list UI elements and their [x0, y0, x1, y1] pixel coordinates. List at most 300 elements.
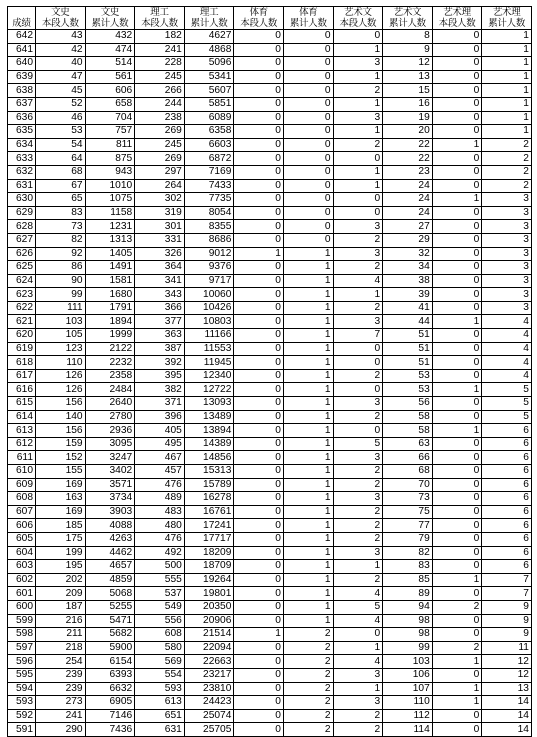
count-cell: 11166 — [184, 329, 234, 343]
header-sub-label: 累计人数 — [389, 18, 426, 29]
count-cell: 269 — [135, 125, 185, 139]
count-cell: 123 — [36, 342, 86, 356]
count-cell: 363 — [135, 329, 185, 343]
count-cell: 15313 — [184, 465, 234, 479]
count-cell: 2 — [283, 682, 333, 696]
table-row — [8, 451, 532, 465]
count-cell: 12 — [482, 655, 532, 669]
header-sub-label: 累计人数 — [488, 18, 526, 29]
table-row — [8, 424, 532, 438]
count-cell: 3903 — [85, 505, 135, 519]
score-cell: 641 — [8, 43, 36, 57]
count-cell: 9012 — [184, 247, 234, 261]
count-cell: 0 — [234, 165, 284, 179]
count-cell: 377 — [135, 315, 185, 329]
count-cell: 8054 — [184, 206, 234, 220]
header-col-3 — [135, 7, 185, 30]
score-cell: 627 — [8, 233, 36, 247]
score-cell: 611 — [8, 451, 36, 465]
count-cell: 7735 — [184, 193, 234, 207]
count-cell: 44 — [383, 315, 433, 329]
count-cell: 0 — [283, 57, 333, 71]
count-cell: 0 — [234, 437, 284, 451]
count-cell: 83 — [383, 560, 433, 574]
score-cell: 634 — [8, 138, 36, 152]
count-cell: 19801 — [184, 587, 234, 601]
count-cell: 396 — [135, 410, 185, 424]
count-cell: 0 — [234, 410, 284, 424]
count-cell: 73 — [36, 220, 86, 234]
count-cell: 18209 — [184, 546, 234, 560]
count-cell: 1158 — [85, 206, 135, 220]
count-cell: 476 — [135, 532, 185, 546]
count-cell: 7 — [333, 329, 383, 343]
count-cell: 6358 — [184, 125, 234, 139]
count-cell: 23810 — [184, 682, 234, 696]
count-cell: 1 — [482, 43, 532, 57]
score-cell: 628 — [8, 220, 36, 234]
count-cell: 1 — [482, 84, 532, 98]
count-cell: 3 — [333, 111, 383, 125]
header-col-7 — [333, 7, 383, 30]
count-cell: 1 — [283, 600, 333, 614]
count-cell: 371 — [135, 397, 185, 411]
count-cell: 1 — [482, 111, 532, 125]
table-row — [8, 111, 532, 125]
count-cell: 6 — [482, 437, 532, 451]
count-cell: 15 — [383, 84, 433, 98]
count-cell: 24 — [383, 206, 433, 220]
count-cell: 68 — [383, 465, 433, 479]
count-cell: 56 — [383, 397, 433, 411]
count-cell: 83 — [36, 206, 86, 220]
count-cell: 0 — [432, 492, 482, 506]
count-cell: 8355 — [184, 220, 234, 234]
count-cell: 2 — [333, 369, 383, 383]
count-cell: 432 — [85, 30, 135, 44]
count-cell: 13 — [383, 70, 433, 84]
count-cell: 14 — [482, 723, 532, 737]
table-row — [8, 43, 532, 57]
count-cell: 483 — [135, 505, 185, 519]
count-cell: 631 — [135, 723, 185, 737]
count-cell: 1 — [482, 70, 532, 84]
count-cell: 4263 — [85, 532, 135, 546]
count-cell: 3 — [482, 247, 532, 261]
score-cell: 620 — [8, 329, 36, 343]
count-cell: 3 — [333, 247, 383, 261]
count-cell: 182 — [135, 30, 185, 44]
count-cell: 25074 — [184, 709, 234, 723]
count-cell: 301 — [135, 220, 185, 234]
table-row — [8, 125, 532, 139]
count-cell: 1680 — [85, 288, 135, 302]
count-cell: 1 — [234, 247, 284, 261]
count-cell: 0 — [234, 465, 284, 479]
score-cell: 605 — [8, 532, 36, 546]
count-cell: 467 — [135, 451, 185, 465]
header-sub-label: 累计人数 — [289, 18, 327, 29]
count-cell: 0 — [234, 560, 284, 574]
count-cell: 75 — [383, 505, 433, 519]
count-cell: 593 — [135, 682, 185, 696]
count-cell: 875 — [85, 152, 135, 166]
count-cell: 239 — [36, 682, 86, 696]
count-cell: 8686 — [184, 233, 234, 247]
count-cell: 613 — [135, 696, 185, 710]
count-cell: 4657 — [85, 560, 135, 574]
count-cell: 0 — [234, 655, 284, 669]
count-cell: 4088 — [85, 519, 135, 533]
count-cell: 0 — [234, 600, 284, 614]
count-cell: 77 — [383, 519, 433, 533]
count-cell: 3 — [482, 220, 532, 234]
count-cell: 0 — [283, 70, 333, 84]
header-col-10 — [482, 7, 532, 30]
count-cell: 1 — [283, 342, 333, 356]
count-cell: 107 — [383, 682, 433, 696]
count-cell: 0 — [234, 70, 284, 84]
score-cell: 632 — [8, 165, 36, 179]
table-row — [8, 573, 532, 587]
count-cell: 7433 — [184, 179, 234, 193]
count-cell: 302 — [135, 193, 185, 207]
table-row — [8, 519, 532, 533]
count-cell: 0 — [333, 356, 383, 370]
count-cell: 51 — [383, 329, 433, 343]
count-cell: 1 — [482, 125, 532, 139]
count-cell: 1 — [283, 532, 333, 546]
count-cell: 13 — [482, 682, 532, 696]
count-cell: 1 — [432, 573, 482, 587]
count-cell: 2 — [482, 138, 532, 152]
header-group-label: 体育 — [249, 7, 268, 18]
score-cell: 601 — [8, 587, 36, 601]
count-cell: 1010 — [85, 179, 135, 193]
score-cell: 607 — [8, 505, 36, 519]
count-cell: 8 — [383, 30, 433, 44]
score-cell: 598 — [8, 628, 36, 642]
count-cell: 0 — [234, 288, 284, 302]
count-cell: 0 — [333, 424, 383, 438]
score-distribution-table-container — [7, 6, 531, 737]
count-cell: 92 — [36, 247, 86, 261]
count-cell: 266 — [135, 84, 185, 98]
count-cell: 18709 — [184, 560, 234, 574]
count-cell: 14856 — [184, 451, 234, 465]
count-cell: 2 — [432, 641, 482, 655]
count-cell: 9 — [482, 614, 532, 628]
count-cell: 0 — [283, 97, 333, 111]
count-cell: 245 — [135, 70, 185, 84]
count-cell: 0 — [283, 30, 333, 44]
count-cell: 1894 — [85, 315, 135, 329]
count-cell: 2 — [482, 152, 532, 166]
count-cell: 6 — [482, 546, 532, 560]
count-cell: 2122 — [85, 342, 135, 356]
count-cell: 2 — [333, 709, 383, 723]
count-cell: 3 — [333, 696, 383, 710]
count-cell: 704 — [85, 111, 135, 125]
count-cell: 0 — [283, 179, 333, 193]
count-cell: 0 — [432, 179, 482, 193]
count-cell: 392 — [135, 356, 185, 370]
count-cell: 2 — [432, 600, 482, 614]
count-cell: 0 — [234, 587, 284, 601]
count-cell: 0 — [333, 152, 383, 166]
count-cell: 0 — [283, 152, 333, 166]
count-cell: 1 — [283, 492, 333, 506]
count-cell: 2780 — [85, 410, 135, 424]
count-cell: 10803 — [184, 315, 234, 329]
count-cell: 331 — [135, 233, 185, 247]
count-cell: 66 — [383, 451, 433, 465]
count-cell: 0 — [432, 723, 482, 737]
count-cell: 99 — [383, 641, 433, 655]
header-sub-label: 成绩 — [12, 18, 31, 29]
count-cell: 0 — [333, 342, 383, 356]
count-cell: 0 — [432, 478, 482, 492]
count-cell: 14 — [482, 696, 532, 710]
count-cell: 14 — [482, 709, 532, 723]
count-cell: 1075 — [85, 193, 135, 207]
table-row — [8, 668, 532, 682]
count-cell: 1 — [432, 424, 482, 438]
score-cell: 604 — [8, 546, 36, 560]
score-cell: 618 — [8, 356, 36, 370]
count-cell: 0 — [234, 573, 284, 587]
count-cell: 606 — [85, 84, 135, 98]
count-cell: 4627 — [184, 30, 234, 44]
count-cell: 3 — [333, 57, 383, 71]
count-cell: 757 — [85, 125, 135, 139]
count-cell: 209 — [36, 587, 86, 601]
table-row — [8, 410, 532, 424]
count-cell: 4 — [333, 655, 383, 669]
count-cell: 5068 — [85, 587, 135, 601]
score-cell: 622 — [8, 301, 36, 315]
count-cell: 241 — [135, 43, 185, 57]
count-cell: 0 — [283, 125, 333, 139]
count-cell: 114 — [383, 723, 433, 737]
header-col-6 — [283, 7, 333, 30]
count-cell: 99 — [36, 288, 86, 302]
count-cell: 1 — [283, 329, 333, 343]
count-cell: 16761 — [184, 505, 234, 519]
count-cell: 514 — [85, 57, 135, 71]
table-row — [8, 329, 532, 343]
count-cell: 6154 — [85, 655, 135, 669]
score-cell: 633 — [8, 152, 36, 166]
header-group-label: 艺术文 — [344, 7, 372, 18]
count-cell: 0 — [432, 437, 482, 451]
count-cell: 6 — [482, 451, 532, 465]
count-cell: 1 — [283, 315, 333, 329]
count-cell: 2484 — [85, 383, 135, 397]
count-cell: 0 — [283, 220, 333, 234]
count-cell: 3 — [333, 220, 383, 234]
count-cell: 23217 — [184, 668, 234, 682]
table-row — [8, 274, 532, 288]
header-sub-label: 本段人数 — [438, 18, 476, 29]
count-cell: 0 — [432, 70, 482, 84]
count-cell: 555 — [135, 573, 185, 587]
count-cell: 254 — [36, 655, 86, 669]
count-cell: 0 — [432, 288, 482, 302]
count-cell: 90 — [36, 274, 86, 288]
count-cell: 554 — [135, 668, 185, 682]
count-cell: 12 — [482, 668, 532, 682]
count-cell: 3 — [333, 315, 383, 329]
count-cell: 2 — [482, 165, 532, 179]
header-group-label: 文史 — [100, 7, 120, 18]
count-cell: 20350 — [184, 600, 234, 614]
score-cell: 610 — [8, 465, 36, 479]
count-cell: 943 — [85, 165, 135, 179]
count-cell: 3 — [482, 233, 532, 247]
count-cell: 126 — [36, 383, 86, 397]
count-cell: 0 — [432, 628, 482, 642]
table-row — [8, 709, 532, 723]
count-cell: 0 — [432, 709, 482, 723]
count-cell: 0 — [432, 111, 482, 125]
count-cell: 0 — [283, 43, 333, 57]
table-row — [8, 587, 532, 601]
count-cell: 0 — [432, 329, 482, 343]
count-cell: 58 — [383, 424, 433, 438]
count-cell: 474 — [85, 43, 135, 57]
table-row — [8, 600, 532, 614]
count-cell: 239 — [36, 668, 86, 682]
score-cell: 638 — [8, 84, 36, 98]
table-row — [8, 505, 532, 519]
count-cell: 65 — [36, 193, 86, 207]
count-cell: 199 — [36, 546, 86, 560]
count-cell: 5851 — [184, 97, 234, 111]
count-cell: 156 — [36, 397, 86, 411]
count-cell: 1 — [432, 696, 482, 710]
count-cell: 382 — [135, 383, 185, 397]
count-cell: 1 — [432, 193, 482, 207]
count-cell: 110 — [36, 356, 86, 370]
count-cell: 0 — [234, 342, 284, 356]
count-cell: 10060 — [184, 288, 234, 302]
count-cell: 47 — [36, 70, 86, 84]
count-cell: 1 — [333, 165, 383, 179]
count-cell: 0 — [333, 193, 383, 207]
count-cell: 89 — [383, 587, 433, 601]
count-cell: 0 — [432, 84, 482, 98]
count-cell: 9717 — [184, 274, 234, 288]
count-cell: 1 — [283, 560, 333, 574]
count-cell: 1 — [283, 383, 333, 397]
count-cell: 4 — [482, 315, 532, 329]
count-cell: 319 — [135, 206, 185, 220]
count-cell: 2 — [333, 573, 383, 587]
count-cell: 1405 — [85, 247, 135, 261]
score-cell: 602 — [8, 573, 36, 587]
count-cell: 0 — [432, 30, 482, 44]
count-cell: 0 — [283, 233, 333, 247]
count-cell: 0 — [234, 546, 284, 560]
count-cell: 22 — [383, 138, 433, 152]
count-cell: 0 — [432, 369, 482, 383]
count-cell: 6872 — [184, 152, 234, 166]
table-body — [8, 30, 532, 737]
count-cell: 1 — [283, 465, 333, 479]
count-cell: 3247 — [85, 451, 135, 465]
count-cell: 4462 — [85, 546, 135, 560]
count-cell: 0 — [432, 465, 482, 479]
count-cell: 0 — [432, 233, 482, 247]
count-cell: 159 — [36, 437, 86, 451]
count-cell: 556 — [135, 614, 185, 628]
count-cell: 17241 — [184, 519, 234, 533]
count-cell: 0 — [234, 315, 284, 329]
count-cell: 1 — [283, 397, 333, 411]
header-col-5 — [234, 7, 284, 30]
count-cell: 2936 — [85, 424, 135, 438]
count-cell: 51 — [383, 342, 433, 356]
count-cell: 6905 — [85, 696, 135, 710]
count-cell: 5255 — [85, 600, 135, 614]
header-sub-label: 本段人数 — [339, 18, 377, 29]
count-cell: 1 — [283, 288, 333, 302]
count-cell: 0 — [234, 220, 284, 234]
count-cell: 0 — [432, 451, 482, 465]
count-cell: 73 — [383, 492, 433, 506]
count-cell: 5 — [482, 410, 532, 424]
count-cell: 489 — [135, 492, 185, 506]
header-sub-label: 累计人数 — [91, 18, 129, 29]
count-cell: 3571 — [85, 478, 135, 492]
count-cell: 811 — [85, 138, 135, 152]
table-row — [8, 437, 532, 451]
count-cell: 2 — [333, 261, 383, 275]
count-cell: 2 — [283, 668, 333, 682]
score-cell: 614 — [8, 410, 36, 424]
count-cell: 0 — [333, 206, 383, 220]
count-cell: 13489 — [184, 410, 234, 424]
count-cell: 0 — [333, 628, 383, 642]
count-cell: 22663 — [184, 655, 234, 669]
count-cell: 0 — [234, 84, 284, 98]
count-cell: 2 — [333, 301, 383, 315]
count-cell: 2 — [283, 709, 333, 723]
count-cell: 67 — [36, 179, 86, 193]
table-row — [8, 84, 532, 98]
count-cell: 6 — [482, 478, 532, 492]
count-cell: 20 — [383, 125, 433, 139]
count-cell: 1 — [283, 546, 333, 560]
count-cell: 45 — [36, 84, 86, 98]
count-cell: 1 — [283, 505, 333, 519]
count-cell: 0 — [234, 43, 284, 57]
count-cell: 269 — [135, 152, 185, 166]
count-cell: 0 — [432, 274, 482, 288]
count-cell: 1 — [283, 614, 333, 628]
count-cell: 4 — [333, 587, 383, 601]
count-cell: 82 — [383, 546, 433, 560]
count-cell: 0 — [234, 301, 284, 315]
count-cell: 41 — [383, 301, 433, 315]
table-row — [8, 492, 532, 506]
count-cell: 14389 — [184, 437, 234, 451]
count-cell: 0 — [234, 274, 284, 288]
count-cell: 0 — [283, 138, 333, 152]
count-cell: 0 — [234, 206, 284, 220]
table-row — [8, 57, 532, 71]
